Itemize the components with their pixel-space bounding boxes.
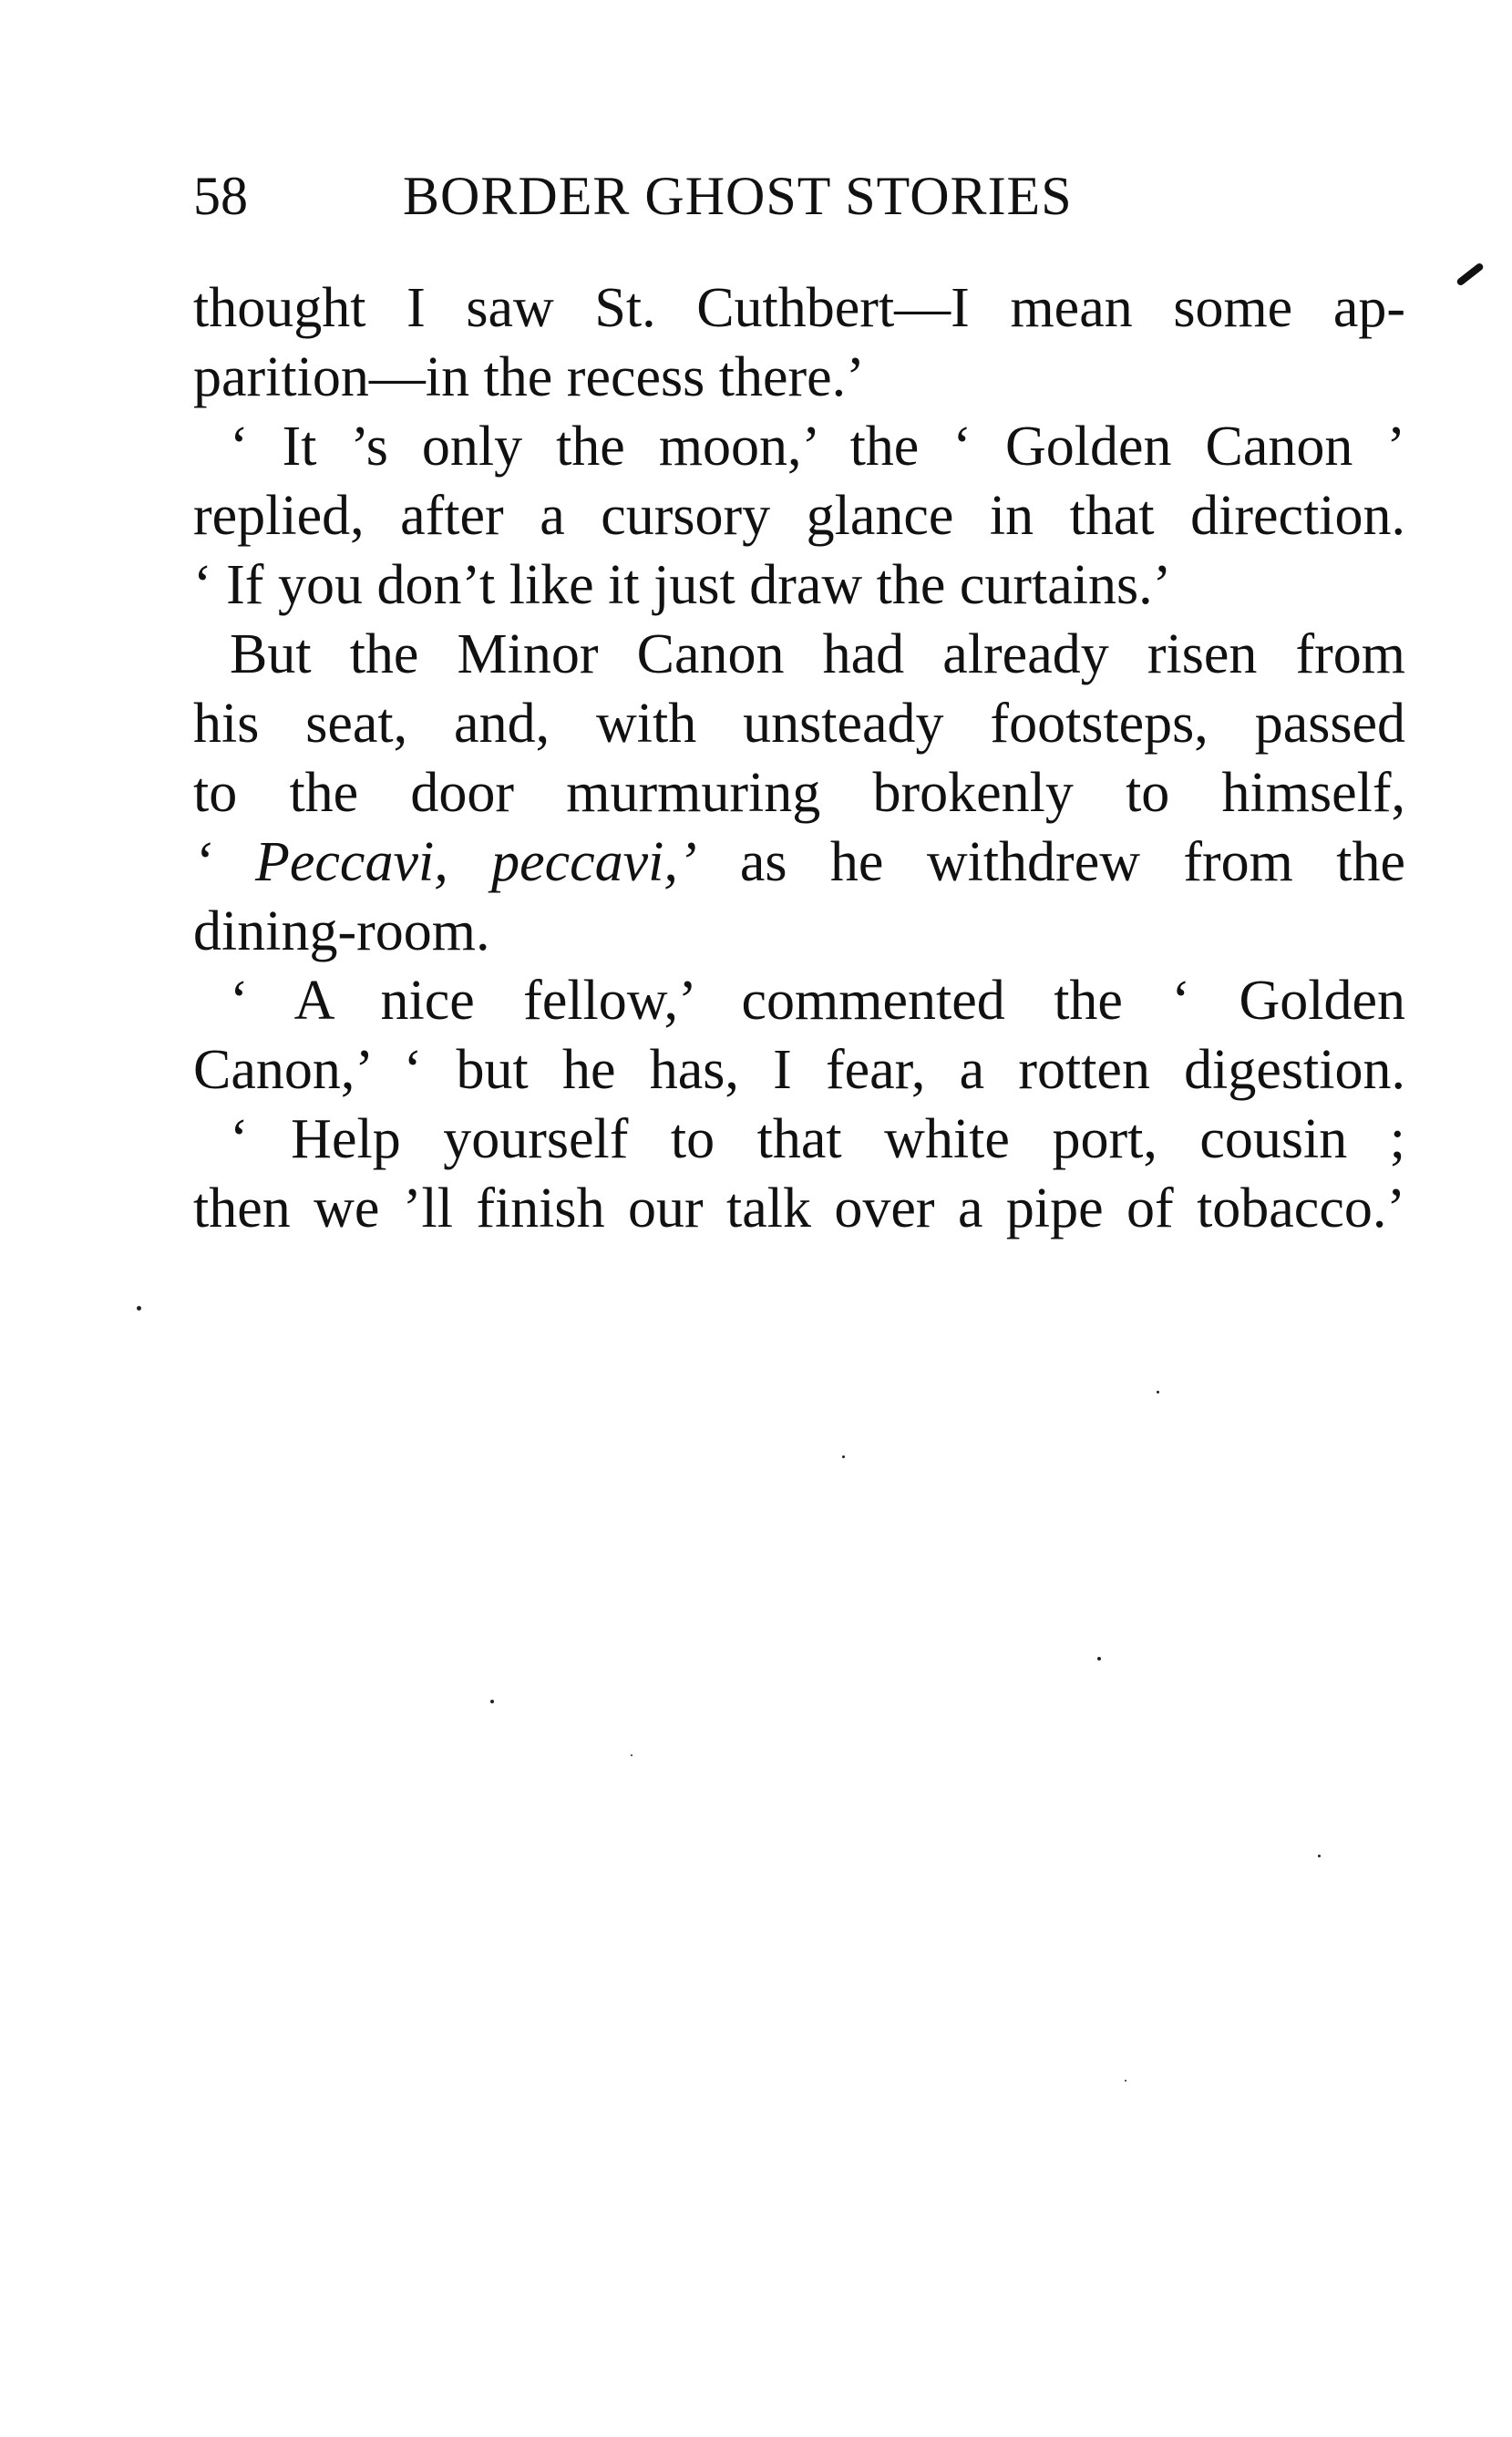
line-remainder: as he withdrew from the: [696, 831, 1406, 893]
scan-speck: [842, 1455, 845, 1458]
scan-speck: [1097, 1657, 1101, 1661]
text-line: ‘ A nice fellow,’ commented the ‘ Golden: [230, 970, 1405, 1032]
text-line: to the door murmuring brokenly to himself,: [193, 762, 1405, 824]
italic-phrase: ‘ Peccavi, peccavi,’: [193, 831, 697, 893]
running-head: 58 BORDER GHOST STORIES: [193, 166, 1073, 226]
scan-speck: [1125, 2080, 1126, 2082]
scan-speck: [490, 1700, 494, 1703]
text-line: ‘ Help yourself to that white port, cousin ;: [230, 1108, 1405, 1170]
text-line: parition—in the recess there.’: [193, 346, 865, 408]
scan-speck: [1157, 1391, 1159, 1393]
scan-speck: [137, 1306, 141, 1311]
text-line: replied, after a cursory glance in that direction.: [193, 485, 1405, 547]
scan-speck: [631, 1754, 633, 1756]
scan-speck: [1318, 1855, 1321, 1857]
text-line: then we ’ll finish our talk over a pipe of tobacco.’: [193, 1177, 1405, 1239]
body-text: [193, 273, 1405, 1243]
text-line: dining-room.: [193, 900, 490, 962]
text-line: But the Minor Canon had already risen from: [230, 623, 1405, 685]
running-title: BORDER GHOST STORIES: [403, 166, 1073, 226]
text-line: thought I saw St. Cuthbert—I mean some ap-: [193, 277, 1405, 339]
text-line: Canon,’ ‘ but he has, I fear, a rotten digestion.: [193, 1039, 1405, 1101]
margin-pencil-mark: [1455, 262, 1485, 286]
text-line: his seat, and, with unsteady footsteps, passed: [193, 693, 1405, 755]
text-line: ‘ If you don’t like it just draw the curtains.’: [193, 554, 1172, 616]
text-line: ‘ It ’s only the moon,’ the ‘ Golden Canon ’: [230, 416, 1405, 478]
text-line-italic-phrase: [193, 828, 1405, 897]
